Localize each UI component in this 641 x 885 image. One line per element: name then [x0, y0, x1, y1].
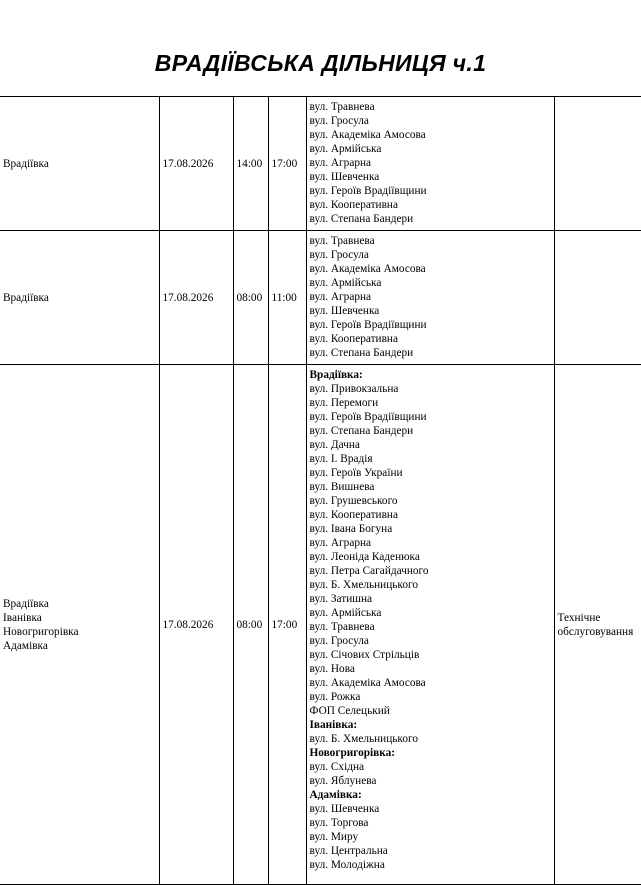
street-name: вул. Центральна: [309, 845, 388, 857]
street-name: вул. Аграрна: [309, 537, 372, 549]
location-name: Врадіївка: [3, 291, 49, 304]
end-time-cell: 17:00: [268, 97, 306, 231]
streets-cell: [306, 97, 554, 231]
street-name: вул. Степана Бандери: [309, 425, 414, 437]
table-row: [0, 231, 641, 365]
outage-table: [0, 96, 641, 885]
street-name: вул. Героїв України: [309, 467, 403, 479]
location-cell: [0, 365, 159, 885]
street-name: вул. Аграрна: [309, 157, 372, 169]
street-name: вул. Героїв Врадіївщини: [309, 319, 427, 331]
date-cell: 17.08.2026: [159, 365, 233, 885]
page-title: ВРАДІЇВСЬКА ДІЛЬНИЦЯ ч.1: [154, 50, 487, 76]
street-name: вул. Шевченка: [309, 171, 380, 183]
street-name: вул. Гросула: [309, 115, 369, 127]
table-row: [0, 97, 641, 231]
street-name: вул. Травнева: [309, 101, 375, 113]
streets-cell: [306, 231, 554, 365]
street-name: вул. Шевченка: [309, 305, 380, 317]
street-name: вул. Нова: [309, 663, 355, 675]
street-name: вул. Травнева: [309, 235, 375, 247]
street-name: вул. Привокзальна: [309, 383, 399, 395]
street-name: вул. Гросула: [309, 249, 369, 261]
table-body: [0, 97, 641, 885]
street-name: вул. Кооперативна: [309, 199, 398, 211]
street-name: вул. Східна: [309, 761, 365, 773]
table-row: [0, 365, 641, 885]
street-name: вул. І. Врадія: [309, 453, 373, 465]
end-time-cell: 17:00: [268, 365, 306, 885]
reason-cell: [554, 97, 641, 231]
street-name: вул. Академіка Амосова: [309, 129, 426, 141]
location-name: Врадіївка: [3, 157, 49, 170]
street-name: вул. Грушевського: [309, 495, 398, 507]
street-name: вул. Героїв Врадіївщини: [309, 411, 427, 423]
end-time-cell: 11:00: [268, 231, 306, 365]
location-name: Врадіївка: [3, 597, 49, 610]
street-name: вул. Академіка Амосова: [309, 263, 426, 275]
date-cell: 17.08.2026: [159, 231, 233, 365]
start-time-cell: 14:00: [233, 97, 268, 231]
street-name: вул. Аграрна: [309, 291, 372, 303]
street-name: вул. Травнева: [309, 621, 375, 633]
street-name: вул. Яблунева: [309, 775, 377, 787]
street-name: вул. Б. Хмельницького: [309, 733, 418, 745]
street-name: вул. Армійська: [309, 277, 382, 289]
street-name: вул. Затишна: [309, 593, 373, 605]
street-name: ФОП Селецький: [309, 705, 390, 717]
settlement-heading: Новогригорівка:: [309, 747, 396, 759]
street-name: вул. Шевченка: [309, 803, 380, 815]
settlement-heading: Врадіївка:: [309, 369, 363, 381]
street-name: вул. Перемоги: [309, 397, 379, 409]
street-name: вул. Торгова: [309, 817, 369, 829]
location-cell: [0, 231, 159, 365]
street-name: вул. Гросула: [309, 635, 369, 647]
street-name: вул. Петра Сагайдачного: [309, 565, 429, 577]
settlement-heading: Іванівка:: [309, 719, 358, 731]
street-name: вул. Степана Бандери: [309, 213, 414, 225]
street-name: вул. Кооперативна: [309, 333, 398, 345]
street-name: вул. Б. Хмельницького: [309, 579, 418, 591]
street-name: вул. Академіка Амосова: [309, 677, 426, 689]
location-name: Новогригорівка: [3, 625, 79, 638]
street-name: вул. Миру: [309, 831, 359, 843]
reason-cell: Технічне обслуговування: [554, 365, 641, 885]
streets-cell: [306, 365, 554, 885]
settlement-heading: Адамівка:: [309, 789, 362, 801]
street-name: вул. Степана Бандери: [309, 347, 414, 359]
street-name: вул. Кооперативна: [309, 509, 398, 521]
street-name: вул. Армійська: [309, 607, 382, 619]
street-name: вул. Молодіжна: [309, 859, 385, 871]
street-name: вул. Армійська: [309, 143, 382, 155]
date-cell: 17.08.2026: [159, 97, 233, 231]
start-time-cell: 08:00: [233, 231, 268, 365]
street-name: вул. Рожка: [309, 691, 361, 703]
street-name: вул. Вишнева: [309, 481, 375, 493]
street-name: вул. Січових Стрільців: [309, 649, 420, 661]
reason-cell: [554, 231, 641, 365]
start-time-cell: 08:00: [233, 365, 268, 885]
location-name: Іванівка: [3, 611, 42, 624]
street-name: вул. Героїв Врадіївщини: [309, 185, 427, 197]
location-cell: [0, 97, 159, 231]
street-name: вул. Дачна: [309, 439, 360, 451]
street-name: вул. Івана Богуна: [309, 523, 393, 535]
location-name: Адамівка: [3, 639, 48, 652]
street-name: вул. Леоніда Каденюка: [309, 551, 420, 563]
